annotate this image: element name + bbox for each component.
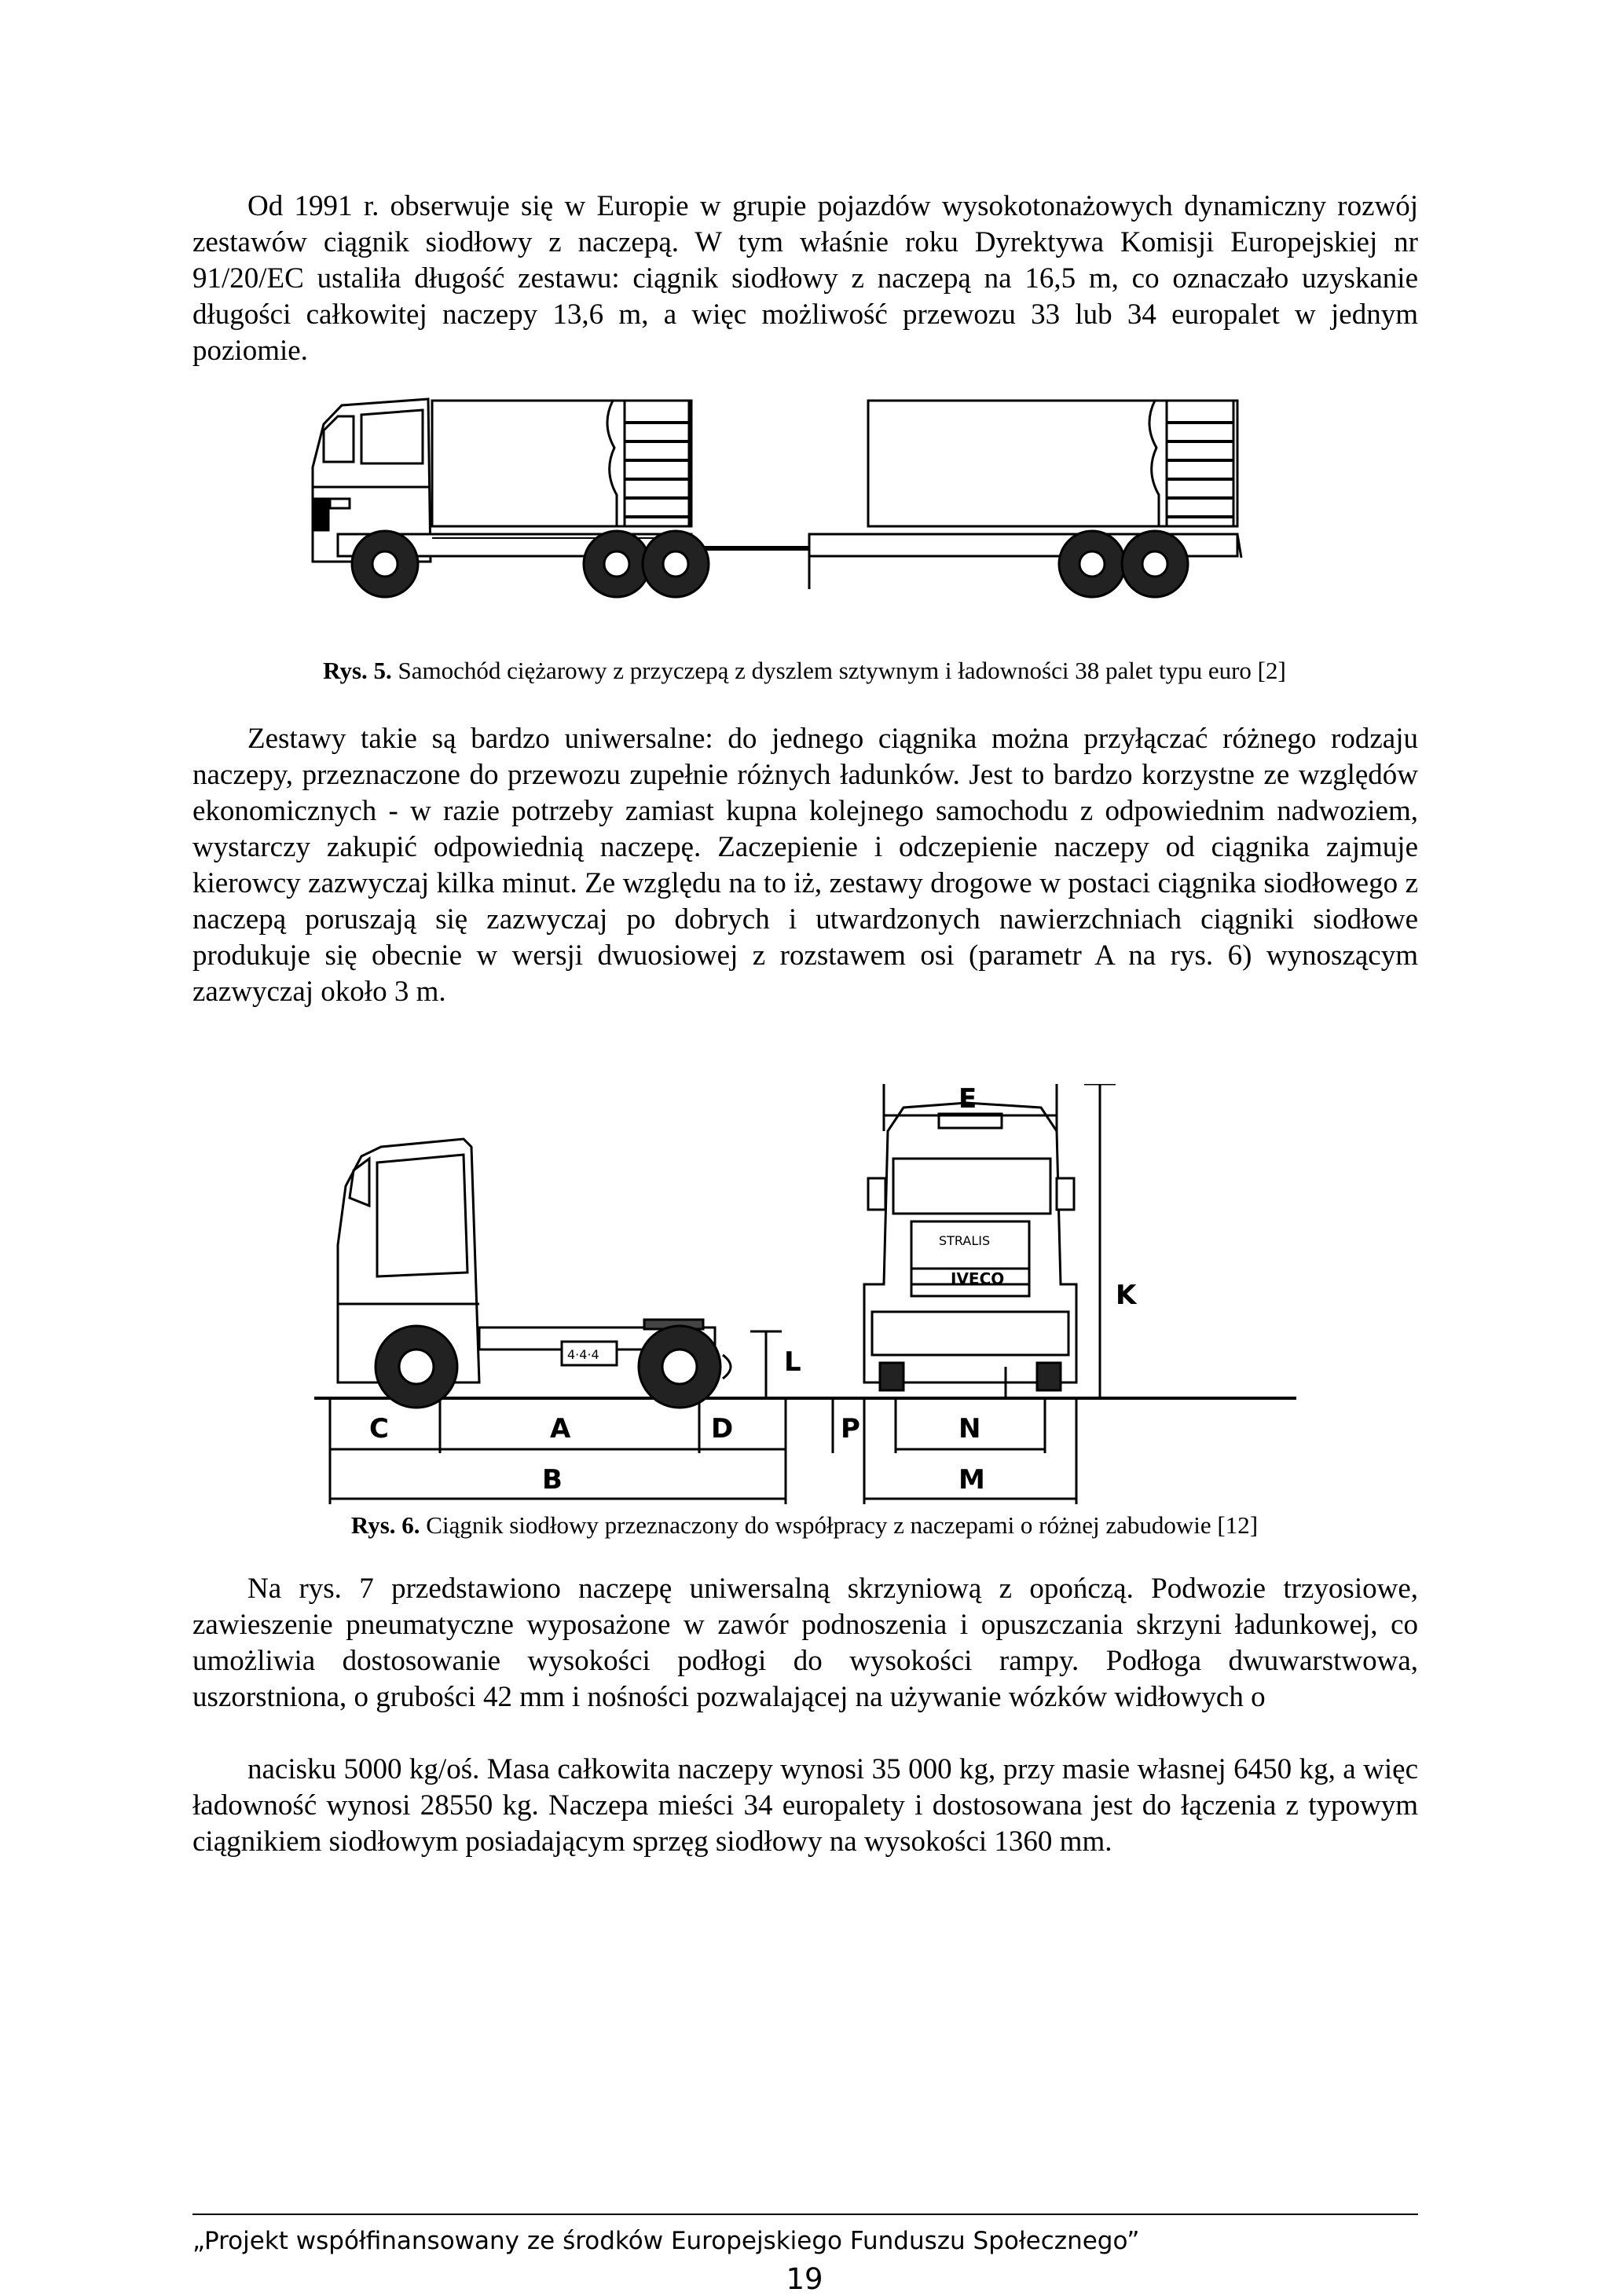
figure5-caption-label: Rys. 5. bbox=[323, 657, 392, 684]
dim-label-e: E bbox=[958, 1084, 977, 1115]
figure6-caption bbox=[0, 1511, 1609, 1540]
page-number: 19 bbox=[786, 2262, 823, 2296]
footer-divider bbox=[192, 2214, 1418, 2215]
dim-label-a: A bbox=[550, 1413, 571, 1445]
paragraph-semitrailer: Na rys. 7 przedstawiono naczepę uniwersalną skrzyniową z opończą. Podwozie trzyosiowe, zawieszenie pneumatyczne wyposażone w zawór podnoszenia i opuszczania skrzyni ładunkowej, co umożliwia dostosowanie wysokości podłogi do wysokości rampy. Podłoga dwuwarstwowa, uszorstniona, o grubości 42 mm i nośności pozwalającej na używanie wózków widłowych o bbox=[192, 1573, 1418, 1713]
dim-label-c: C bbox=[369, 1413, 389, 1445]
paragraph-semitrailer-cont: nacisku 5000 kg/oś. Masa całkowita naczepy wynosi 35 000 kg, przy masie własnej 6450 kg, a więc ładowność wynosi 28550 kg. Naczepa mieści 34 europalety i dostosowana jest do łączenia z typowym ciągnikiem siodłowym posiadającym sprzęg siodłowy na wysokości 1360 mm. bbox=[192, 1753, 1418, 1858]
footer-project-text: „Projekt współfinansowany ze środków Europejskiego Funduszu Społecznego” bbox=[192, 2227, 1140, 2255]
badge-text: STRALIS bbox=[939, 1233, 991, 1248]
dim-label-d: D bbox=[711, 1413, 734, 1445]
figure-truck-trailer bbox=[306, 393, 1304, 613]
figure5-caption bbox=[0, 657, 1609, 685]
plate-text: 4·4·4 bbox=[567, 1347, 599, 1362]
dim-label-k: K bbox=[1116, 1280, 1137, 1311]
dim-label-b: B bbox=[542, 1464, 563, 1496]
figure6-caption-label: Rys. 6. bbox=[350, 1511, 420, 1539]
grille-logo-text: IVECO bbox=[951, 1269, 1005, 1288]
paragraph-universal: Zestawy takie są bardzo uniwersalne: do jednego ciągnika można przyłączać różnego rodzaju naczepy, przeznaczone do przewozu zupełnie różnych ładunków. Jest to bardzo korzystne ze względów ekonomicznych - w razie potrzeby zamiast kupna kolejnego samochodu z odpowiednim nadwoziem, wystarczy zakupić odpowiednią naczepę. Zaczepienie i odczepienie naczepy od ciągnika zajmuje kierowcy zazwyczaj kilka minut. Ze względu na to iż, zestawy drogowe w postaci ciągnika siodłowego z naczepą poruszają się zazwyczaj po dobrych i utwardzonych nawierzchniach ciągniki siodłowe produkuje się obecnie w wersji dwuosiowej z rozstawem osi (parametr A na rys. 6) wynoszącym zazwyczaj około 3 m. bbox=[192, 723, 1418, 1008]
dim-label-n: N bbox=[958, 1413, 981, 1445]
figure5-caption-text: Samochód ciężarowy z przyczepą z dyszlem sztywnym i ładowności 38 palet typu euro [2] bbox=[391, 657, 1286, 684]
dim-label-m: M bbox=[958, 1464, 985, 1496]
dim-label-l: L bbox=[784, 1346, 801, 1378]
figure6-caption-text: Ciągnik siodłowy przeznaczony do współpracy z naczepami o różnej zabudowie [12] bbox=[420, 1511, 1259, 1539]
figure-tractor-dimensions bbox=[314, 1084, 1304, 1508]
dim-label-p: P bbox=[841, 1413, 860, 1445]
paragraph-intro: Od 1991 r. obserwuje się w Europie w grupie pojazdów wysokotonażowych dynamiczny rozwój zestawów ciągnik siodłowy z naczepą. W tym właśnie roku Dyrektywa Komisji Europejskiej nr 91/20/EC ustaliła długość zestawu: ciągnik siodłowy z naczepą na 16,5 m, co oznaczało uzyskanie długości całkowitej naczepy 13,6 m, a więc możliwość przewozu 33 lub 34 europalet w jednym poziomie. bbox=[192, 190, 1418, 367]
